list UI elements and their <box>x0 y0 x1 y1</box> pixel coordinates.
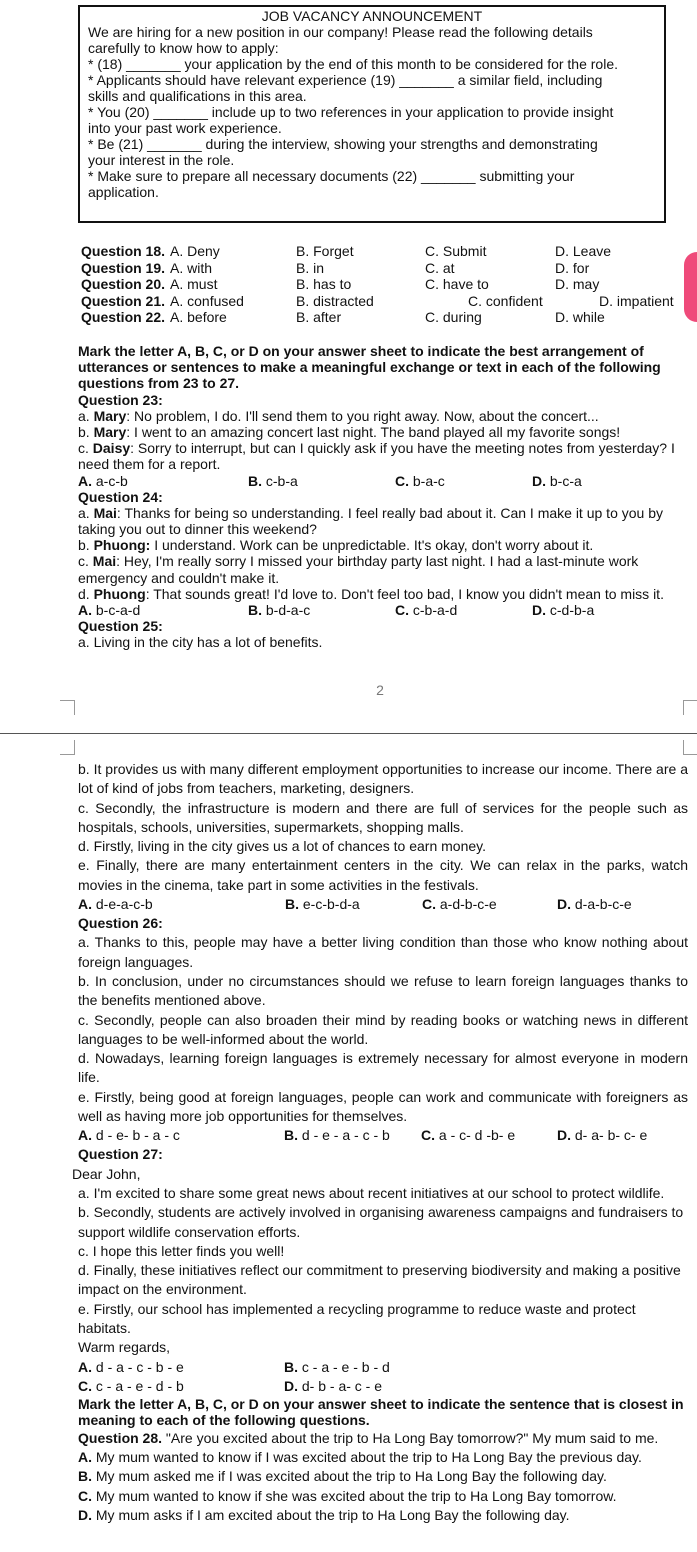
q25-options <box>78 895 688 914</box>
q25-line-c: c. Secondly, the infrastructure is modern and there are full of services for the people such as hospitals, schools, universities, supermarkets, shopping malls. <box>78 799 688 835</box>
q26-line-a: a. Thanks to this, people may have a better living condition than those who know nothing about foreign languages. <box>78 934 688 970</box>
letter-salutation: Dear John, <box>72 1165 141 1182</box>
question-27-label: Question 27: <box>78 1146 163 1163</box>
option-b[interactable]: B. Forget <box>296 243 354 259</box>
option-a[interactable]: A. d - e- b - a - c <box>78 1127 180 1144</box>
q27-line-d: d. Finally, these initiatives reflect our commitment to preserving biodiversity and making a positive impact on the environment. <box>78 1262 681 1298</box>
section-25-28 <box>72 760 688 1525</box>
question-row-22 <box>81 309 691 326</box>
q26-line-e: e. Firstly, being good at foreign languages, people can work and communicate with foreigners as well as having more job opportunities for themselves. <box>78 1088 688 1125</box>
option-d[interactable]: D. c-d-b-a <box>532 602 595 619</box>
option-c[interactable]: C. c - a - e - d - b <box>78 1377 184 1394</box>
option-a[interactable]: A. must <box>170 276 218 292</box>
announcement-line: We are hiring for a new position in our company! Please read the following details <box>88 24 593 40</box>
q24-line-d: d. Phuong: That sounds great! I'd love to. Don't feel too bad, I know you didn't mean to miss it. <box>78 585 664 602</box>
option-b[interactable]: B. c-b-a <box>248 472 298 489</box>
announcement-line: into your past work experience. <box>88 120 282 136</box>
q28-option-a[interactable]: A. My mum wanted to know if I was excited about the trip to Ha Long Bay the previous day. <box>78 1448 642 1465</box>
option-c[interactable]: C. Submit <box>425 243 487 259</box>
option-b[interactable]: B. e-c-b-d-a <box>285 896 360 913</box>
q27-options-row-2 <box>78 1377 688 1396</box>
announcement-line: * Make sure to prepare all necessary documents (22) _______ submitting your <box>88 168 575 184</box>
page-1 <box>0 0 697 718</box>
q26-line-b: b. In conclusion, under no circumstances should we refuse to learn foreign languages thanks to the benefits mentioned above. <box>78 972 688 1009</box>
q23-line-c: c. Daisy: Sorry to interrupt, but can I quickly ask if you have the meeting notes from yesterday? I need them for a report. <box>78 440 675 473</box>
announcement-line: application. <box>88 184 159 200</box>
option-d[interactable]: D. d-a-b-c-e <box>557 896 632 913</box>
option-d[interactable]: D. b-c-a <box>532 472 582 489</box>
q25-line-d: d. Firstly, living in the city gives us a lot of chances to earn money. <box>78 838 486 855</box>
page-number: 2 <box>376 682 384 698</box>
question-label: Question 18. <box>81 243 166 259</box>
announcement-title: JOB VACANCY ANNOUNCEMENT <box>261 8 483 24</box>
crop-mark <box>60 740 75 755</box>
q26-line-d: d. Nowadays, learning foreign languages is extremely necessary for almost everyone in modern life. <box>78 1050 688 1086</box>
question-label: Question 21. <box>81 292 166 309</box>
option-d[interactable]: D. may <box>555 276 600 292</box>
q23-options <box>78 473 688 489</box>
q24-line-a: a. Mai: Thanks for being so understanding. I feel really bad about it. Can I make it up to you by taking you out to dinner this weekend? <box>78 504 663 538</box>
questions-18-22 <box>81 243 691 326</box>
crop-mark <box>683 700 697 715</box>
q27-line-c: c. I hope this letter finds you well! <box>78 1242 285 1259</box>
question-28-stem: Question 28. "Are you excited about the trip to Ha Long Bay tomorrow?" My mum said to me. <box>78 1429 659 1446</box>
option-c[interactable]: C. at <box>425 259 455 276</box>
announcement-line: * (18) _______ your application by the end of this month to be considered for the role. <box>88 56 619 72</box>
q28-option-b[interactable]: B. My mum asked me if I was excited about the trip to Ha Long Bay the following day. <box>78 1468 607 1485</box>
q24-line-c: c. Mai: Hey, I'm really sorry I missed your birthday party last night. I had a last-minute work emergency and couldn't make it. <box>78 553 639 586</box>
option-a[interactable]: A. confused <box>170 292 244 309</box>
q25-line-e: e. Finally, there are many entertainment centers in the city. We can relax in the parks, watch movies in the cinema, take part in some activities in the festivals. <box>78 857 688 893</box>
option-a[interactable]: A. a-c-b <box>78 472 128 489</box>
announcement-line: your interest in the role. <box>88 152 235 168</box>
question-26-label: Question 26: <box>78 915 163 932</box>
option-b[interactable]: B. has to <box>296 276 352 292</box>
section-23-25 <box>78 343 688 650</box>
question-25-label: Question 25: <box>78 618 163 635</box>
q23-line-a: a. Mary: No problem, I do. I'll send them to you right away. Now, about the concert... <box>78 407 599 424</box>
q24-line-b: b. Phuong: I understand. Work can be unpredictable. It's okay, don't worry about it. <box>78 537 594 554</box>
option-c[interactable]: C. a - c- d -b- e <box>421 1127 516 1144</box>
q26-options <box>78 1126 688 1145</box>
option-c[interactable]: C. have to <box>425 276 489 292</box>
announcement-line: * Be (21) _______ during the interview, showing your strengths and demonstrating <box>88 136 598 152</box>
question-row-21 <box>81 293 691 310</box>
q27-options-row-1 <box>78 1358 688 1377</box>
option-c[interactable]: C. a-d-b-c-e <box>422 896 497 913</box>
question-row-18 <box>81 243 691 260</box>
option-d[interactable]: D. for <box>555 259 590 276</box>
question-label: Question 22. <box>81 309 166 325</box>
option-d[interactable]: D. while <box>555 309 605 325</box>
q25-line-a: a. Living in the city has a lot of benefits. <box>78 634 323 651</box>
option-c[interactable]: C. during <box>425 309 482 325</box>
q27-line-a: a. I'm excited to share some great news about recent initiatives at our school to protect wildlife. <box>78 1184 665 1201</box>
q23-line-b: b. Mary: I went to an amazing concert last night. The band played all my favorite songs! <box>78 424 621 441</box>
option-a[interactable]: A. d-e-a-c-b <box>78 896 153 913</box>
option-b[interactable]: B. distracted <box>296 292 374 309</box>
q27-line-b: b. Secondly, students are actively involved in organising awareness campaigns and fundraisers to support wildlife conservation efforts. <box>78 1204 684 1240</box>
option-d[interactable]: D. d- b - a- c - e <box>284 1377 383 1394</box>
q26-line-c: c. Secondly, people can also broaden their mind by reading books or watching news in different languages to be well-informed about the world. <box>78 1011 688 1047</box>
option-a[interactable]: A. with <box>170 259 213 276</box>
announcement-line: * You (20) _______ include up to two references in your application to provide insight <box>88 104 614 120</box>
side-tab[interactable] <box>684 252 697 322</box>
question-23-label: Question 23: <box>78 391 163 408</box>
option-a[interactable]: A. b-c-a-d <box>78 602 141 619</box>
q25-line-b: b. It provides us with many different employment opportunities to increase our income. There are a lot of kind of jobs from teachers, marketing, designers. <box>78 761 688 797</box>
option-c[interactable]: C. confident <box>468 292 543 309</box>
instruction-arrange: Mark the letter A, B, C, or D on your answer sheet to indicate the best arrangement of utterances or sentences to make a meaningful exchange or text in each of the following questions from 23 to 27. <box>78 343 661 392</box>
option-a[interactable]: A. d - a - c - b - e <box>78 1358 184 1375</box>
question-row-20 <box>81 276 691 293</box>
option-b[interactable]: B. c - a - e - b - d <box>284 1358 390 1375</box>
question-row-19 <box>81 260 691 277</box>
q27-line-e: e. Firstly, our school has implemented a recycling programme to reduce waste and protect habitats. <box>78 1300 636 1337</box>
q24-options <box>78 602 688 618</box>
crop-mark <box>60 700 75 715</box>
announcement-line: skills and qualifications in this area. <box>88 88 307 104</box>
announcement-line: carefully to know how to apply: <box>88 40 279 56</box>
option-a[interactable]: A. before <box>170 309 227 325</box>
announcement-line: * Applicants should have relevant experience (19) _______ a similar field, including <box>88 72 603 88</box>
question-24-label: Question 24: <box>78 488 163 505</box>
page-2 <box>0 718 697 1552</box>
option-b[interactable]: B. in <box>296 259 325 276</box>
q28-option-c[interactable]: C. My mum wanted to know if she was excited about the trip to Ha Long Bay tomorrow. <box>78 1487 617 1504</box>
option-a[interactable]: A. Deny <box>170 243 220 259</box>
q28-option-d[interactable]: D. My mum asks if I am excited about the trip to Ha Long Bay the following day. <box>78 1506 570 1523</box>
question-label: Question 20. <box>81 276 166 292</box>
instruction-meaning: Mark the letter A, B, C, or D on your answer sheet to indicate the sentence that is closest in meaning to each of the following questions. <box>78 1395 684 1429</box>
job-announcement-box <box>78 5 666 223</box>
option-d[interactable]: D. impatient <box>599 292 674 309</box>
letter-closing: Warm regards, <box>78 1339 171 1356</box>
crop-mark <box>683 740 697 755</box>
option-b[interactable]: B. b-d-a-c <box>248 602 311 619</box>
option-b[interactable]: B. d - e - a - c - b <box>284 1127 390 1144</box>
option-c[interactable]: C. b-a-c <box>395 472 445 489</box>
option-d[interactable]: D. d- a- b- c- e <box>557 1127 648 1144</box>
option-c[interactable]: C. c-b-a-d <box>395 602 458 619</box>
option-d[interactable]: D. Leave <box>555 243 612 259</box>
question-label: Question 19. <box>81 259 166 276</box>
option-b[interactable]: B. after <box>296 309 342 325</box>
